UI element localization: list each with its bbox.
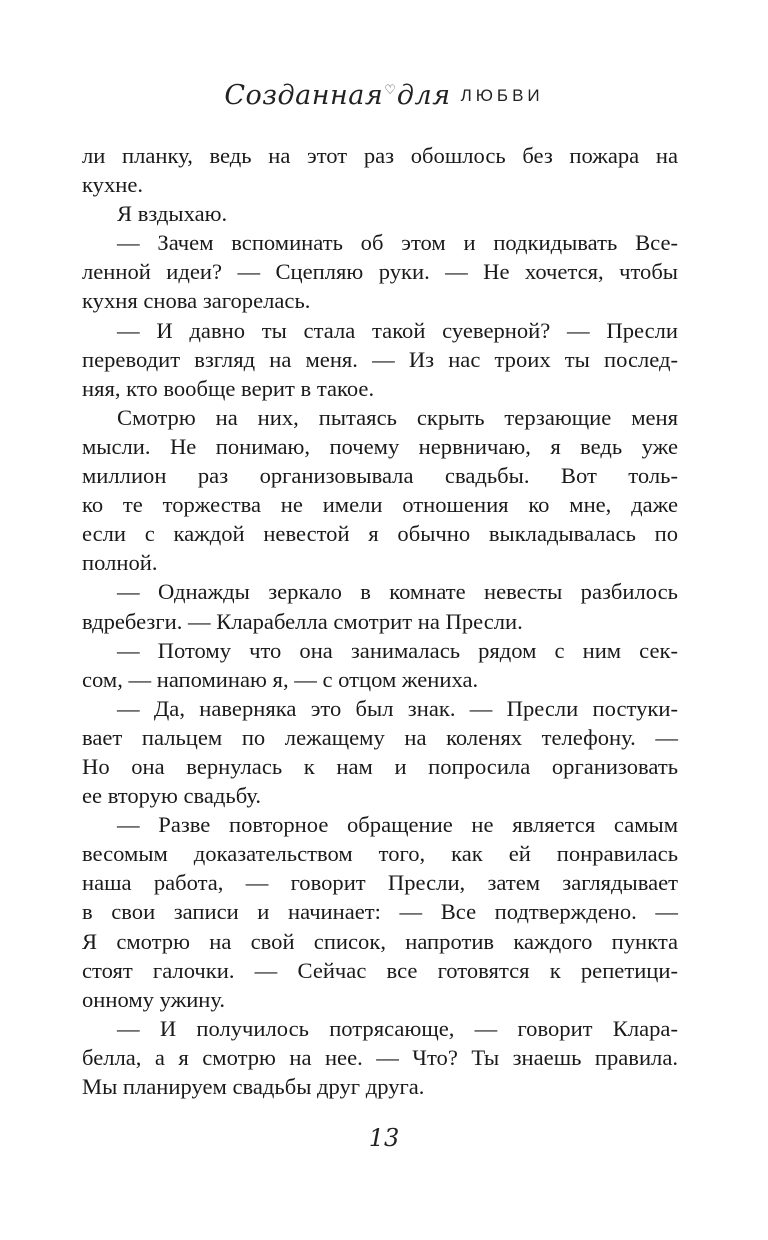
text-line: стоят галочки. — Сейчас все готовятся к репетици- [82,957,678,983]
running-head [0,80,768,111]
body-text [82,141,678,1101]
text-line: полной. [82,550,158,576]
text-line: — И давно ты стала такой суеверной? — Пресли [117,317,678,343]
text-line: Я смотрю на свой список, напротив каждого пункта [82,928,678,954]
text-line: Мы планируем свадьбы друг друга. [82,1074,425,1099]
text-line: — Потому что она занималась рядом с ним сек- [117,637,678,663]
text-line: весомым доказательством того, как ей понравилась [82,841,678,867]
text-line: вает пальцем по лежащему на коленях телефону. — [82,724,678,750]
text-line: ли планку, ведь на этот раз обошлось без пожара на [82,143,678,168]
book-title-script-part2: для [396,80,451,111]
text-line: белла, а я смотрю на нее. — Что? Ты знаешь правила. [82,1044,678,1070]
text-line: наша работа, — говорит Пресли, затем заглядывает [82,870,678,896]
text-line: Я вздыхаю. [117,201,228,227]
text-line: няя, кто вообще верит в такое. [82,375,375,401]
text-line: кухне. [82,172,144,198]
text-line: ее вторую свадьбу. [82,783,262,809]
text-line: Но она вернулась к нам и попросила организовать [82,753,678,779]
text-line: — Да, наверняка это был знак. — Пресли постуки- [117,695,678,721]
text-line: миллион раз организовывала свадьбы. Вот толь- [82,463,678,489]
text-line: — Однажды зеркало в комнате невесты разбилось [117,579,678,605]
text-line: онному ужину. [82,986,226,1012]
text-line: вдребезги. — Кларабелла смотрит на Пресли. [82,608,523,634]
page-number: 13 [368,1124,400,1152]
text-line: кухня снова загорелась. [82,288,311,314]
text-line: Смотрю на них, пытаясь скрыть терзающие меня [117,404,678,430]
heart-icon: ♡ [384,82,396,97]
book-title-caps: ЛЮБВИ [460,86,544,105]
text-line: в свои записи и начинает: — Все подтверждено. — [82,899,678,925]
text-line: — Зачем вспоминать об этом и подкидывать Все- [117,230,678,256]
text-line: переводит взгляд на меня. — Из нас троих ты послед- [82,346,678,372]
text-line: ленной идеи? — Сцепляю руки. — Не хочется, чтобы [82,259,678,285]
text-line: сом, — напоминаю я, — с отцом жениха. [82,666,479,692]
text-line: — Разве повторное обращение не является самым [117,812,678,838]
text-line: мысли. Не понимаю, почему нервничаю, я ведь уже [82,433,678,459]
text-line: ко те торжества не имели отношения ко мне, даже [82,492,678,518]
text-line: если с каждой невестой я обычно выкладывалась по [82,521,678,547]
text-line: — И получилось потрясающе, — говорит Клара- [117,1015,678,1041]
book-title-script-part1: Созданная [224,80,384,111]
